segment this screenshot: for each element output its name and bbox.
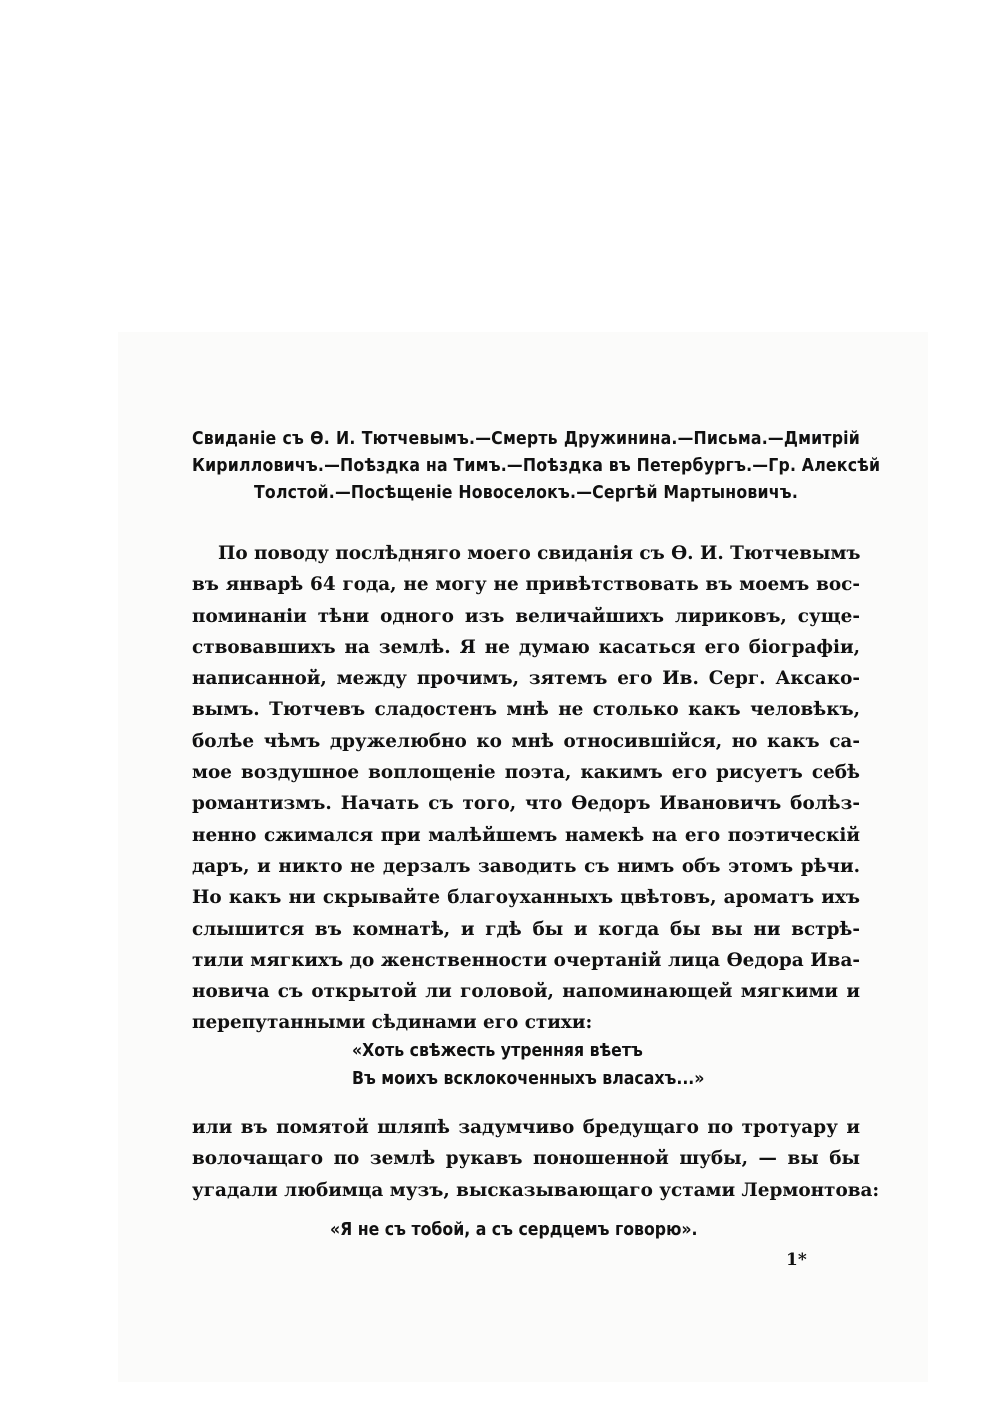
text-line: даръ, и никто не дерзалъ заводить съ нимъ объ этомъ рѣчи.	[192, 855, 860, 877]
text-line: романтизмъ. Начать съ того, что Ѳедоръ Ивановичъ болѣз-	[192, 793, 860, 815]
verse-line: Въ моихъ всклокоченныхъ власахъ...»	[352, 1069, 705, 1089]
text-line: болѣе чѣмъ дружелюбно ко мнѣ относившійся, но какъ са-	[192, 730, 860, 752]
summary-line: Свиданіе съ Ѳ. И. Тютчевымъ.—Смерть Дружинина.—Письма.—Дмитрій	[192, 429, 860, 449]
verse-line: «Хоть свѣжесть утренняя вѣетъ	[352, 1041, 643, 1061]
text-line: ствовавшихъ на землѣ. Я не думаю касаться его біографіи,	[192, 636, 860, 658]
chapter-summary	[192, 426, 881, 507]
text-line: въ январѣ 64 года, не могу не привѣтствовать въ моемъ вос-	[192, 574, 860, 596]
text-line: тили мягкихъ до женственности очертаній лица Ѳедора Ива-	[192, 949, 860, 971]
paragraph-2	[192, 1112, 880, 1206]
text-line: угадали любимца музъ, высказывающаго устами Лермонтова:	[192, 1179, 880, 1201]
text-line: перепутанными сѣдинами его стихи:	[192, 1012, 593, 1034]
text-line: поминаніи тѣни одного изъ величайшихъ лириковъ, суще-	[192, 605, 860, 627]
text-line: слышится въ комнатѣ, и гдѣ бы и когда бы вы ни встрѣ-	[192, 918, 860, 940]
lermontov-quote: «Я не съ тобой, а съ сердцемъ говорю».	[330, 1220, 698, 1240]
verse-quote	[352, 1037, 732, 1093]
text-line: или въ помятой шляпѣ задумчиво бредущаго по тротуару и	[192, 1117, 860, 1138]
text-line: вымъ. Тютчевъ сладостенъ мнѣ не столько какъ человѣкъ,	[192, 699, 860, 721]
text-line: мое воздушное воплощеніе поэта, какимъ его рисуетъ себѣ	[192, 762, 860, 784]
text-line: ненно сжимался при малѣйшемъ намекѣ на его поэтическій	[192, 824, 860, 846]
summary-line: Кирилловичъ.—Поѣздка на Тимъ.—Поѣздка въ Петербургъ.—Гр. Алексѣй	[192, 456, 881, 476]
page-number: 1*	[786, 1250, 807, 1270]
text-line: По поводу послѣдняго моего свиданія съ Ѳ. И. Тютчевымъ	[218, 543, 861, 564]
text-line: Но какъ ни скрывайте благоуханныхъ цвѣтовъ, ароматъ ихъ	[192, 887, 860, 909]
paragraph-1	[192, 538, 860, 1039]
text-line: новича съ открытой ли головой, напоминающей мягкими и	[192, 981, 860, 1003]
text-line: волочащаго по землѣ рукавъ поношенной шубы, — вы бы	[192, 1148, 860, 1170]
text-line: написанной, между прочимъ, зятемъ его Ив. Серг. Аксако-	[192, 668, 860, 690]
summary-line: Толстой.—Посѣщеніе Новоселокъ.—Сергѣй Мартыновичъ.	[253, 483, 799, 503]
